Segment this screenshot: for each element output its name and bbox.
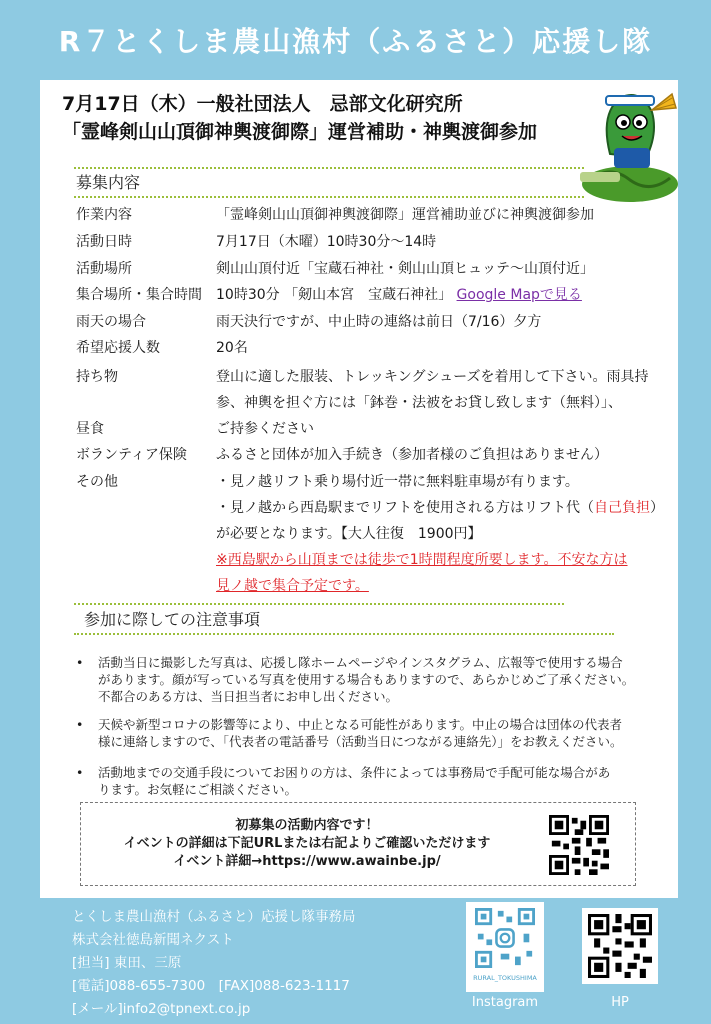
other-line2-text: ・見ノ越から西島駅までリフトを使用される方はリフト代（ [216, 500, 594, 516]
other-line2-close: ） [650, 500, 664, 516]
note-line: ります。お気軽にご相談ください。 [98, 782, 298, 797]
note-line: 活動地までの交通手段についてお困りの方は、条件によっては事務局で手配可能な場合があ [98, 765, 611, 780]
notes-section-title: 参加に際しての注意事項 [84, 610, 261, 629]
info-label: その他 [76, 474, 118, 490]
email-address[interactable]: [メール]info2@tpnext.co.jp [72, 1001, 251, 1017]
hp-caption: HP [611, 995, 629, 1010]
info-value: 「霊峰剣山山頂御神輿渡御際」運営補助並びに神輿渡御参加 [216, 207, 594, 223]
info-label: 昼食 [76, 421, 104, 437]
belongings-line2: 参、神輿を担ぐ方には「鉢巻・法被をお貸し致します（無料）」、 [216, 395, 622, 411]
note-line: 天候や新型コロナの影響等により、中止となる可能性があります。中止の場合は団体の代表者 [98, 717, 623, 732]
headline-line2: 「霊峰剣山山頂御神輿渡御際」運営補助・神輿渡御参加 [62, 121, 538, 143]
info-value [216, 469, 668, 599]
google-map-link[interactable]: Google Mapで見る [456, 287, 582, 303]
office-name: とくしま農山漁村（ふるさと）応援し隊事務局 [72, 909, 356, 925]
recruit-section-title: 募集内容 [76, 173, 141, 192]
staff-names: [担当] 東田、三原 [72, 955, 182, 971]
headline-line1: 7月17日（木）一般社団法人 忌部文化研究所 [62, 93, 463, 115]
notice-line1: 初募集の活動内容です！ [235, 818, 379, 833]
hp-qr-code-icon [588, 914, 652, 978]
info-label: ボランティア保険 [76, 447, 187, 463]
bullet-icon: • [76, 655, 84, 670]
notice-line2: イベントの詳細は下記URLまたは右記よりご確認いただけます [123, 836, 491, 851]
event-headline [62, 90, 592, 146]
info-value: ご持参ください [216, 421, 314, 437]
info-value: 雨天決行ですが、中止時の連絡は前日（7/16）夕方 [216, 314, 542, 330]
info-value: 20名 [216, 340, 248, 356]
info-value [216, 364, 668, 416]
info-label: 作業内容 [76, 207, 132, 223]
hp-card[interactable] [582, 908, 658, 984]
note-line: 様に連絡しますので、「代表者の電話番号（活動当日につながる連絡先）」をお教えください。 [98, 734, 623, 749]
info-label: 希望応援人数 [76, 340, 160, 356]
divider-notes-bottom [74, 633, 614, 635]
notice-text [97, 817, 517, 871]
instagram-card[interactable] [466, 902, 544, 992]
info-label: 雨天の場合 [76, 314, 146, 330]
note-text [98, 764, 646, 798]
instagram-qr-code-icon [475, 908, 535, 968]
divider-top [74, 167, 584, 169]
company-name: 株式会社徳島新聞ネクスト [72, 932, 234, 948]
meeting-text: 10時30分 「剱山本宮 宝蔵石神社」 [216, 287, 453, 303]
other-line3: が必要となります。【大人往復 1900円】 [216, 526, 482, 542]
other-line2 [216, 495, 668, 521]
event-qr-code-icon[interactable] [549, 815, 609, 875]
other-warning-line1: ※西島駅から山頂までは徒歩で1時間程度所要します。不安な方は [216, 552, 628, 568]
page-banner [0, 0, 711, 80]
self-pay-highlight: 自己負担 [594, 500, 650, 516]
banner-title: R７とくしま農山漁村（ふるさと）応援し隊 [58, 25, 653, 58]
bullet-icon: • [76, 717, 84, 732]
note-text [98, 716, 646, 750]
note-text [98, 654, 646, 705]
office-contact [72, 906, 452, 1021]
divider-recruit [74, 196, 584, 198]
info-label: 集合場所・集合時間 [76, 287, 202, 303]
info-label: 活動場所 [76, 261, 132, 277]
notice-url[interactable]: イベント詳細→https://www.awainbe.jp/ [173, 854, 441, 869]
note-line: 活動当日に撮影した写真は、応援し隊ホームページやインスタグラム、広報等で使用する場合 [98, 655, 623, 670]
info-label: 活動日時 [76, 234, 132, 250]
other-warning-line2: 見ノ越で集合予定です。 [216, 578, 369, 594]
mascot-icon [560, 84, 678, 204]
info-value: 7月17日（木曜）10時30分～14時 [216, 234, 437, 250]
info-value [216, 284, 668, 306]
info-value: ふるさと団体が加入手続き（参加者様のご負担はありません） [216, 447, 608, 463]
instagram-handle: RURAL_TOKUSHIMA [473, 974, 537, 982]
other-line1: ・見ノ越リフト乗り場付近一帯に無料駐車場が有ります。 [216, 474, 579, 490]
flyer-sheet [40, 80, 678, 898]
belongings-line1: 登山に適した服装、トレッキングシューズを着用して下さい。雨具持 [216, 369, 649, 385]
phone-fax: [電話]088-655-7300 [FAX]088-623-1117 [72, 978, 350, 994]
note-line: 不都合のある方は、当日担当者にお申し出ください。 [98, 689, 399, 704]
divider-notes [74, 603, 564, 605]
info-value: 剣山山頂付近「宝蔵石神社・剣山山頂ヒュッテ～山頂付近」 [216, 261, 594, 277]
info-label: 持ち物 [76, 369, 118, 385]
note-line: があります。顔が写っている写真を使用する場合もありますので、あらかじめご了承ください。 [98, 672, 635, 687]
instagram-caption: Instagram [471, 995, 539, 1010]
event-notice-box [80, 802, 636, 886]
bullet-icon: • [76, 765, 84, 780]
